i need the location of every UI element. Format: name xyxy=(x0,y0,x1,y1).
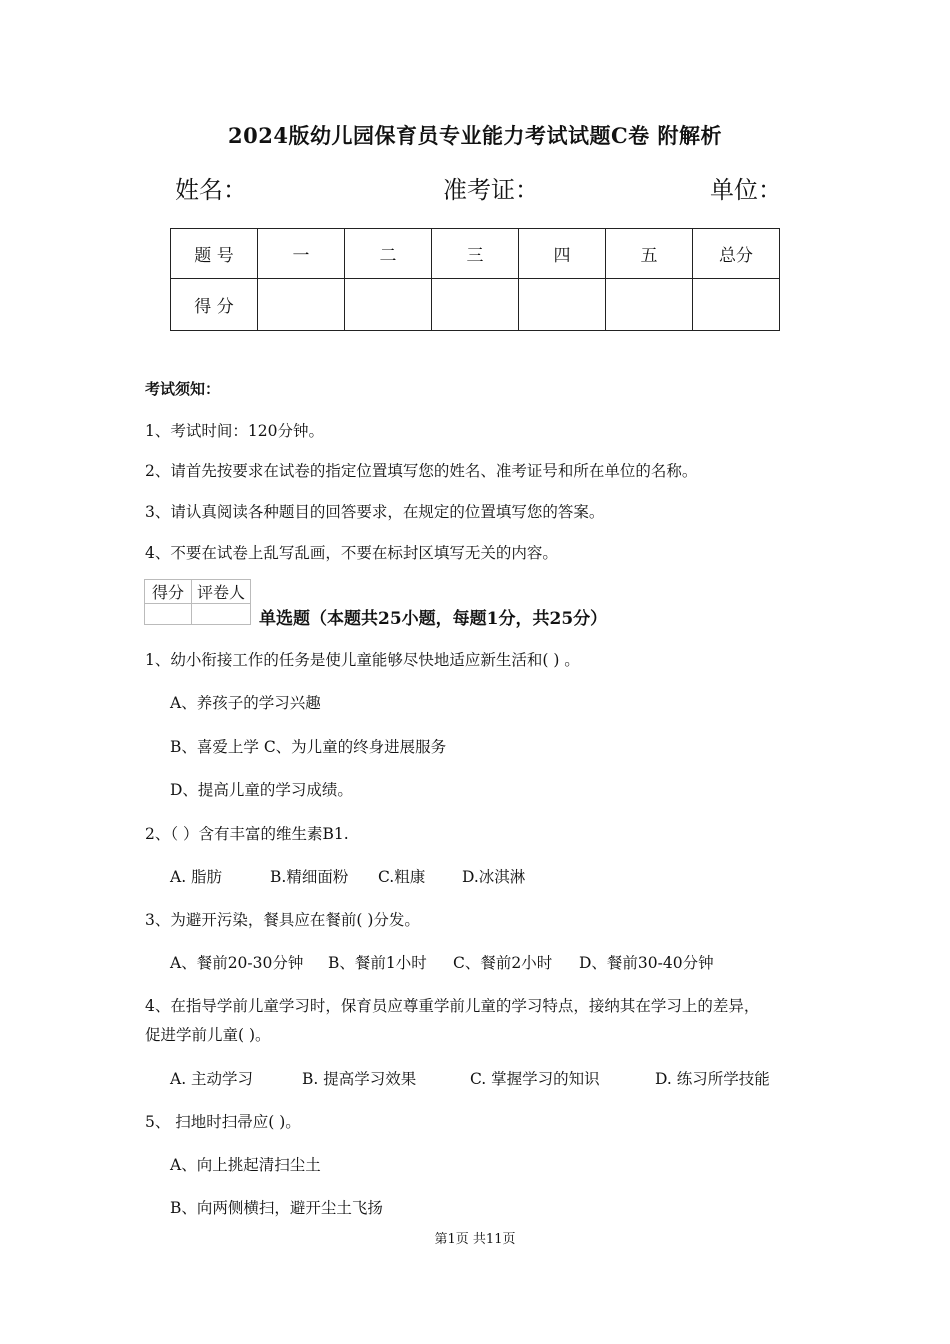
question-1-option-b: B、喜爱上学 C、为儿童的终身进展服务 xyxy=(170,738,447,756)
header-cell-3: 三 xyxy=(432,229,519,279)
question-4-line-1: 4、在指导学前儿童学习时，保育员应尊重学前儿童的学习特点，接纳其在学习上的差异， xyxy=(145,997,760,1015)
question-3-option-d: D、餐前30-40分钟 xyxy=(579,954,714,972)
notice-title: 考试须知： xyxy=(145,380,221,398)
question-4-option-a: A. 主动学习 xyxy=(170,1070,254,1088)
section-title: 单选题（本题共25小题，每题1分，共25分） xyxy=(259,609,608,629)
notice-item: 1、考试时间：120分钟。 xyxy=(145,422,324,440)
question-3: 3、为避开污染，餐具应在餐前( )分发。 xyxy=(145,911,420,929)
score-table-score-row xyxy=(171,279,780,331)
score-row-label: 得 分 xyxy=(171,279,258,331)
unit-label: 单位： xyxy=(710,176,782,204)
question-2-option-a: A. 脂肪 xyxy=(170,868,223,886)
name-label: 姓名： xyxy=(175,176,247,204)
question-4-option-c: C. 掌握学习的知识 xyxy=(470,1070,600,1088)
header-cell-4: 四 xyxy=(519,229,606,279)
score-cell-1[interactable] xyxy=(258,279,345,331)
question-4-option-d: D. 练习所学技能 xyxy=(655,1070,770,1088)
question-5: 5、 扫地时扫帚应( )。 xyxy=(145,1113,301,1131)
notice-item: 3、请认真阅读各种题目的回答要求，在规定的位置填写您的答案。 xyxy=(145,503,605,521)
score-cell-4[interactable] xyxy=(519,279,606,331)
notice-item: 2、请首先按要求在试卷的指定位置填写您的姓名、准考证号和所在单位的名称。 xyxy=(145,462,698,480)
question-1-option-d: D、提高儿童的学习成绩。 xyxy=(170,781,353,799)
grader-reviewer-label: 评卷人 xyxy=(192,580,251,604)
exam-id-label: 准考证： xyxy=(443,176,539,204)
score-table xyxy=(170,228,780,331)
score-table-header-row xyxy=(171,229,780,279)
question-2-option-d: D.冰淇淋 xyxy=(462,868,526,886)
question-3-option-a: A、餐前20-30分钟 xyxy=(170,954,304,972)
question-3-option-b: B、餐前1小时 xyxy=(328,954,427,972)
grader-reviewer-cell[interactable] xyxy=(192,604,251,625)
header-cell-total: 总分 xyxy=(693,229,780,279)
header-cell-5: 五 xyxy=(606,229,693,279)
question-4-line-2: 促进学前儿童( )。 xyxy=(145,1026,271,1044)
notice-item: 4、不要在试卷上乱写乱画，不要在标封区填写无关的内容。 xyxy=(145,544,558,562)
question-1: 1、幼小衔接工作的任务是使儿童能够尽快地适应新生活和( ) 。 xyxy=(145,651,580,669)
question-1-option-a: A、养孩子的学习兴趣 xyxy=(170,694,321,712)
header-cell-question-no: 题 号 xyxy=(171,229,258,279)
grader-score-label: 得分 xyxy=(145,580,192,604)
score-cell-3[interactable] xyxy=(432,279,519,331)
question-2: 2、（ ）含有丰富的维生素B1. xyxy=(145,825,349,843)
question-4-option-b: B. 提高学习效果 xyxy=(302,1070,417,1088)
score-cell-2[interactable] xyxy=(345,279,432,331)
header-cell-1: 一 xyxy=(258,229,345,279)
question-3-option-c: C、餐前2小时 xyxy=(453,954,553,972)
header-cell-2: 二 xyxy=(345,229,432,279)
score-cell-5[interactable] xyxy=(606,279,693,331)
grader-score-cell[interactable] xyxy=(145,604,192,625)
question-5-option-a: A、向上挑起清扫尘土 xyxy=(170,1156,321,1174)
question-2-option-b: B.精细面粉 xyxy=(270,868,349,886)
question-5-option-b: B、向两侧横扫，避开尘土飞扬 xyxy=(170,1199,383,1217)
score-cell-total[interactable] xyxy=(693,279,780,331)
page-footer: 第1页 共11页 xyxy=(434,1232,516,1247)
question-2-option-c: C.粗康 xyxy=(378,868,426,886)
exam-title: 2024版幼儿园保育员专业能力考试试题C卷 附解析 xyxy=(228,123,722,148)
grader-box xyxy=(144,579,251,625)
